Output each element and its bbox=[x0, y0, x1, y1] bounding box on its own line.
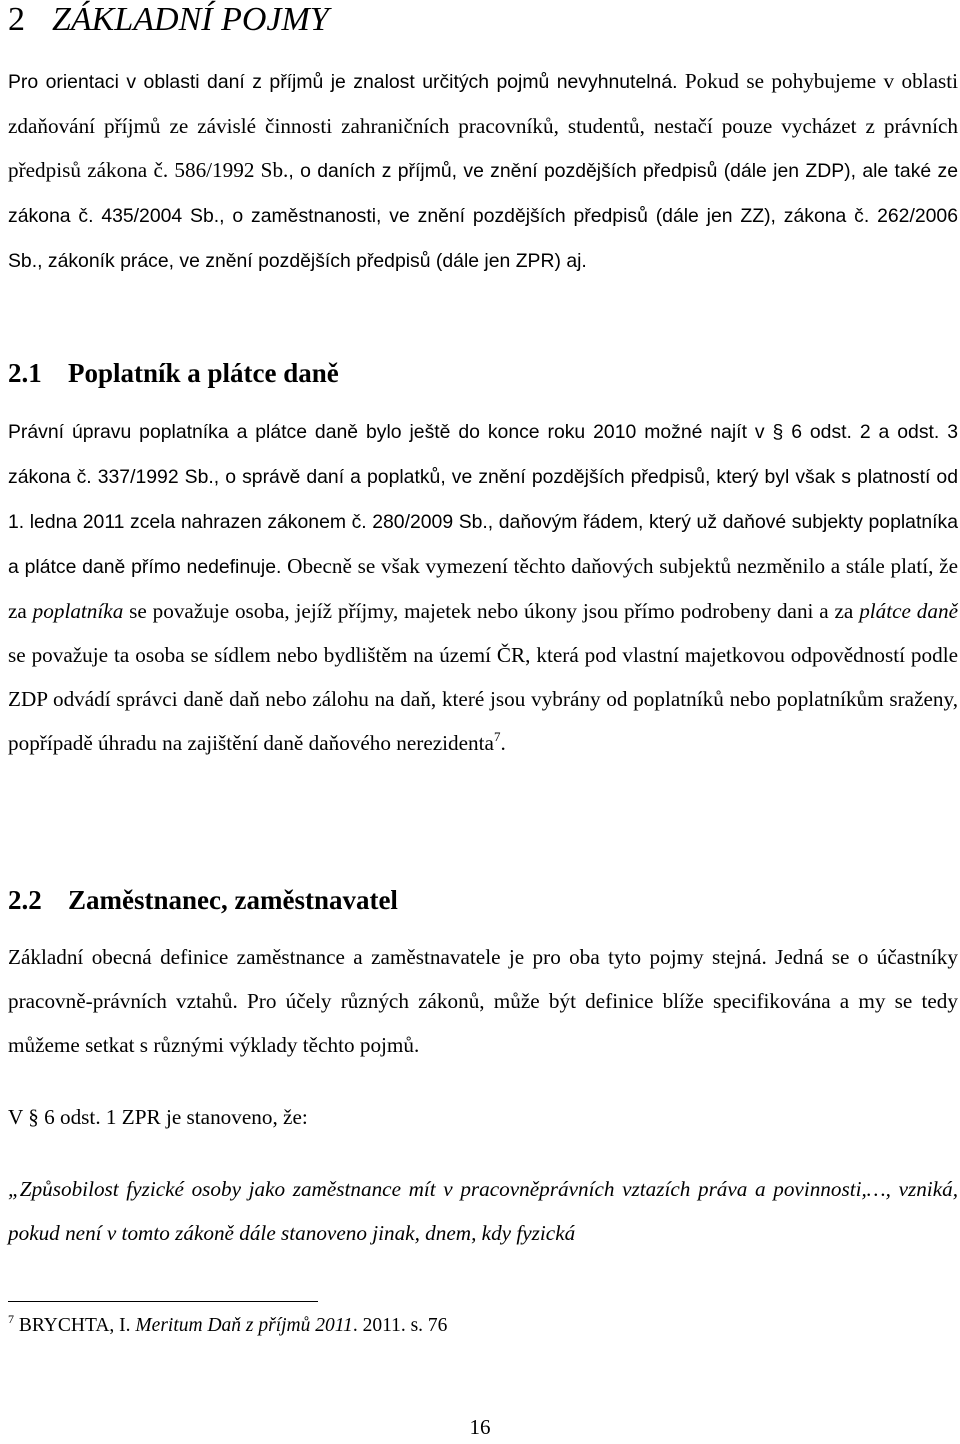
chapter-title: ZÁKLADNÍ POJMY bbox=[52, 1, 329, 38]
footnote-details: . 2011. s. 76 bbox=[352, 1315, 448, 1336]
term-poplatnik: poplatníka bbox=[32, 599, 124, 623]
para-text-7: . bbox=[500, 731, 506, 755]
intro-text-1: Pro orientaci v oblasti daní z příjmů je znalost určitých pojmů nevyhnutelná. bbox=[8, 71, 678, 93]
term-platce-dane: plátce daně bbox=[859, 599, 958, 623]
page-number: 16 bbox=[469, 1415, 491, 1439]
footnote-author: BRYCHTA, I. bbox=[18, 1315, 131, 1336]
footnote-title: Meritum Daň z příjmů 2011 bbox=[135, 1315, 353, 1336]
section-heading-2-2 bbox=[8, 883, 958, 917]
section-2-2-paragraph: Základní obecná definice zaměstnance a zaměstnavatele je pro oba tyto pojmy stejná. Jedná se o účastníky pracovně-právních vztahů. Pro účely různých zákonů, může být definice blíže specifikována a my se tedy můžeme setkat s různými výklady těchto pojmů. bbox=[8, 945, 958, 1057]
section-title: Zaměstnanec, zaměstnavatel bbox=[68, 885, 398, 915]
para-text-6: se považuje ta osoba se sídlem nebo bydlištěm na území ČR, která pod vlastní majetkovou odpovědností podle ZDP odvádí správci daně daň nebo zálohu na daň, které jsou vybrány od poplatníků nebo poplatníkům sraženy, popřípadě úhradu na zajištění daně daňového nerezidenta bbox=[8, 643, 958, 755]
footnote bbox=[8, 1313, 447, 1339]
chapter-number: 2 bbox=[8, 1, 25, 38]
para-text-1: Právní úpravu poplatníka a plátce daně bylo ještě do konce roku 2010 možné najít v § 6 odst. 2 a odst. 3 zákona č. 337/1992 Sb. bbox=[8, 421, 958, 488]
intro-text-5: , zákoník práce, ve znění pozdějších předpisů (dále jen ZPR) aj. bbox=[37, 250, 587, 272]
para-text-4: Obecně se však vymezení těchto daňových subjektů nezměnilo a stále platí, že za bbox=[8, 554, 958, 623]
section-title: Poplatník a plátce daně bbox=[68, 358, 339, 388]
para-text-3: , daňovým řádem, který už daňové subjekty poplatníka a plátce daně přímo nedefinuje. bbox=[8, 511, 958, 578]
intro-paragraph bbox=[8, 59, 958, 283]
law-citation-intro: V § 6 odst. 1 ZPR je stanoveno, že: bbox=[8, 1105, 308, 1129]
chapter-heading bbox=[8, 0, 958, 40]
intro-text-4: , o zaměstnanosti, ve znění pozdějších předpisů (dále jen ZZ), zákona č. 262/2006 Sb. bbox=[8, 205, 958, 272]
section-number: 2.2 bbox=[8, 885, 42, 915]
section-number: 2.1 bbox=[8, 358, 42, 388]
section-2-1-paragraph bbox=[8, 409, 958, 765]
para-text-5: se považuje osoba, jejíž příjmy, majetek nebo úkony jsou přímo podrobeny dani a za bbox=[123, 599, 860, 623]
law-quote: „Způsobilost fyzické osoby jako zaměstnance mít v pracovněprávních vztazích práva a povinnosti,…, vzniká, pokud není v tomto zákoně dále stanoveno jinak, dnem, kdy fyzická bbox=[8, 1177, 958, 1245]
footnote-reference: 7 bbox=[493, 729, 501, 744]
footnote-separator bbox=[8, 1301, 318, 1302]
para-text-2: , o správě daní a poplatků, ve znění pozdějších předpisů, který byl však s platností od 1. ledna 2011 zcela nahrazen zákonem č. 280/2009 Sb. bbox=[8, 466, 958, 533]
intro-text-2: Pokud se pohybujeme v oblasti zdaňování příjmů ze závislé činnosti zahraničních pracovníků, studentů, nestačí pouze vycházet z právních předpisů zákona č. 586/1992 Sb. bbox=[8, 69, 958, 182]
footnote-number: 7 bbox=[8, 1312, 14, 1326]
section-heading-2-1 bbox=[8, 356, 958, 390]
intro-text-3: , o daních z příjmů, ve znění pozdějších předpisů (dále jen ZDP), ale také ze zákona č. 435/2004 Sb. bbox=[8, 160, 958, 227]
